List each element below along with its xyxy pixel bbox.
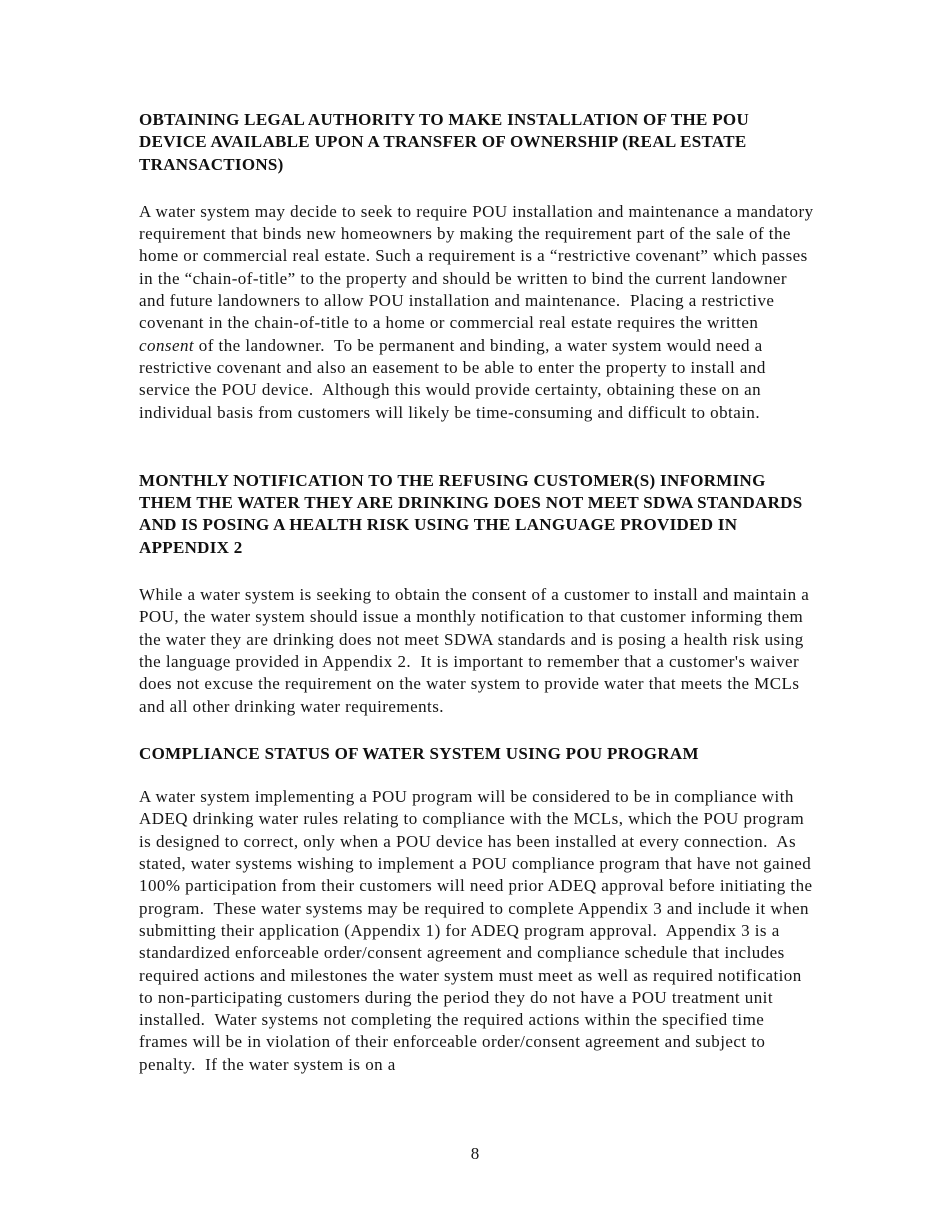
paragraph-text: of the landowner. To be permanent and binding, a water system would need a restrictive covenant and also an easement to be able to enter the property to install and service the POU device. Although this would provide certainty, obtaining these on an individual basis from customers will likely be time-consuming and difficult to obtain.: [139, 335, 771, 422]
section-heading-monthly-notification: MONTHLY NOTIFICATION TO THE REFUSING CUSTOMER(S) INFORMING THEM THE WATER THEY ARE DRINKING DOES NOT MEET SDWA STANDARDS AND IS POSING A HEALTH RISK USING THE LANGUAGE PROVIDED IN APPENDIX 2: [139, 470, 807, 557]
paragraph-text: A water system may decide to seek to require POU installation and maintenance a mandatory requirement that binds new homeowners by making the requirement part of the sale of the home or commercial real estate. Such a requirement is a “restrictive covenant” which passes in the “chain-of-title” to the property and should be written to bind the current landowner and future landowners to allow POU installation and maintenance. Placing a restrictive covenant in the chain-of-title to a home or commercial real estate requires the written: [139, 201, 819, 333]
paragraph-italic-text: consent: [139, 335, 195, 355]
section-heading-legal-authority: OBTAINING LEGAL AUTHORITY TO MAKE INSTALLATION OF THE POU DEVICE AVAILABLE UPON A TRANSFER OF OWNERSHIP (REAL ESTATE TRANSACTIONS): [139, 110, 754, 174]
paragraph-restrictive-covenant: [139, 201, 819, 424]
page-number: 8: [470, 1144, 480, 1163]
paragraph-monthly-notification: While a water system is seeking to obtain the consent of a customer to install and maintain a POU, the water system should issue a monthly notification to that customer informing them the water they are drinking does not meet SDWA standards and is posing a health risk using the language provided in Appendix 2. It is important to remember that a customer's waiver does not excuse the requirement on the water system to provide water that meets the MCLs and all other drinking water requirements.: [139, 585, 814, 716]
paragraph-compliance-status: A water system implementing a POU program will be considered to be in compliance with ADEQ drinking water rules relating to compliance with the MCLs, which the POU program is designed to correct, only when a POU device has been installed at every connection. As stated, water systems wishing to implement a POU compliance program that have not gained 100% participation from their customers will need prior ADEQ approval before initiating the program. These water systems may be required to complete Appendix 3 and include it when submitting their application (Appendix 1) for ADEQ program approval. Appendix 3 is a standardized enforceable order/consent agreement and compliance schedule that includes required actions and milestones the water system must meet as well as required notification to non-participating customers during the period they do not have a POU treatment unit installed. Water systems not completing the required actions within the specified time frames will be in violation of their enforceable order/consent agreement and subject to penalty. If the water system is on a: [139, 787, 818, 1074]
section-heading-compliance-status: COMPLIANCE STATUS OF WATER SYSTEM USING POU PROGRAM: [139, 743, 699, 763]
